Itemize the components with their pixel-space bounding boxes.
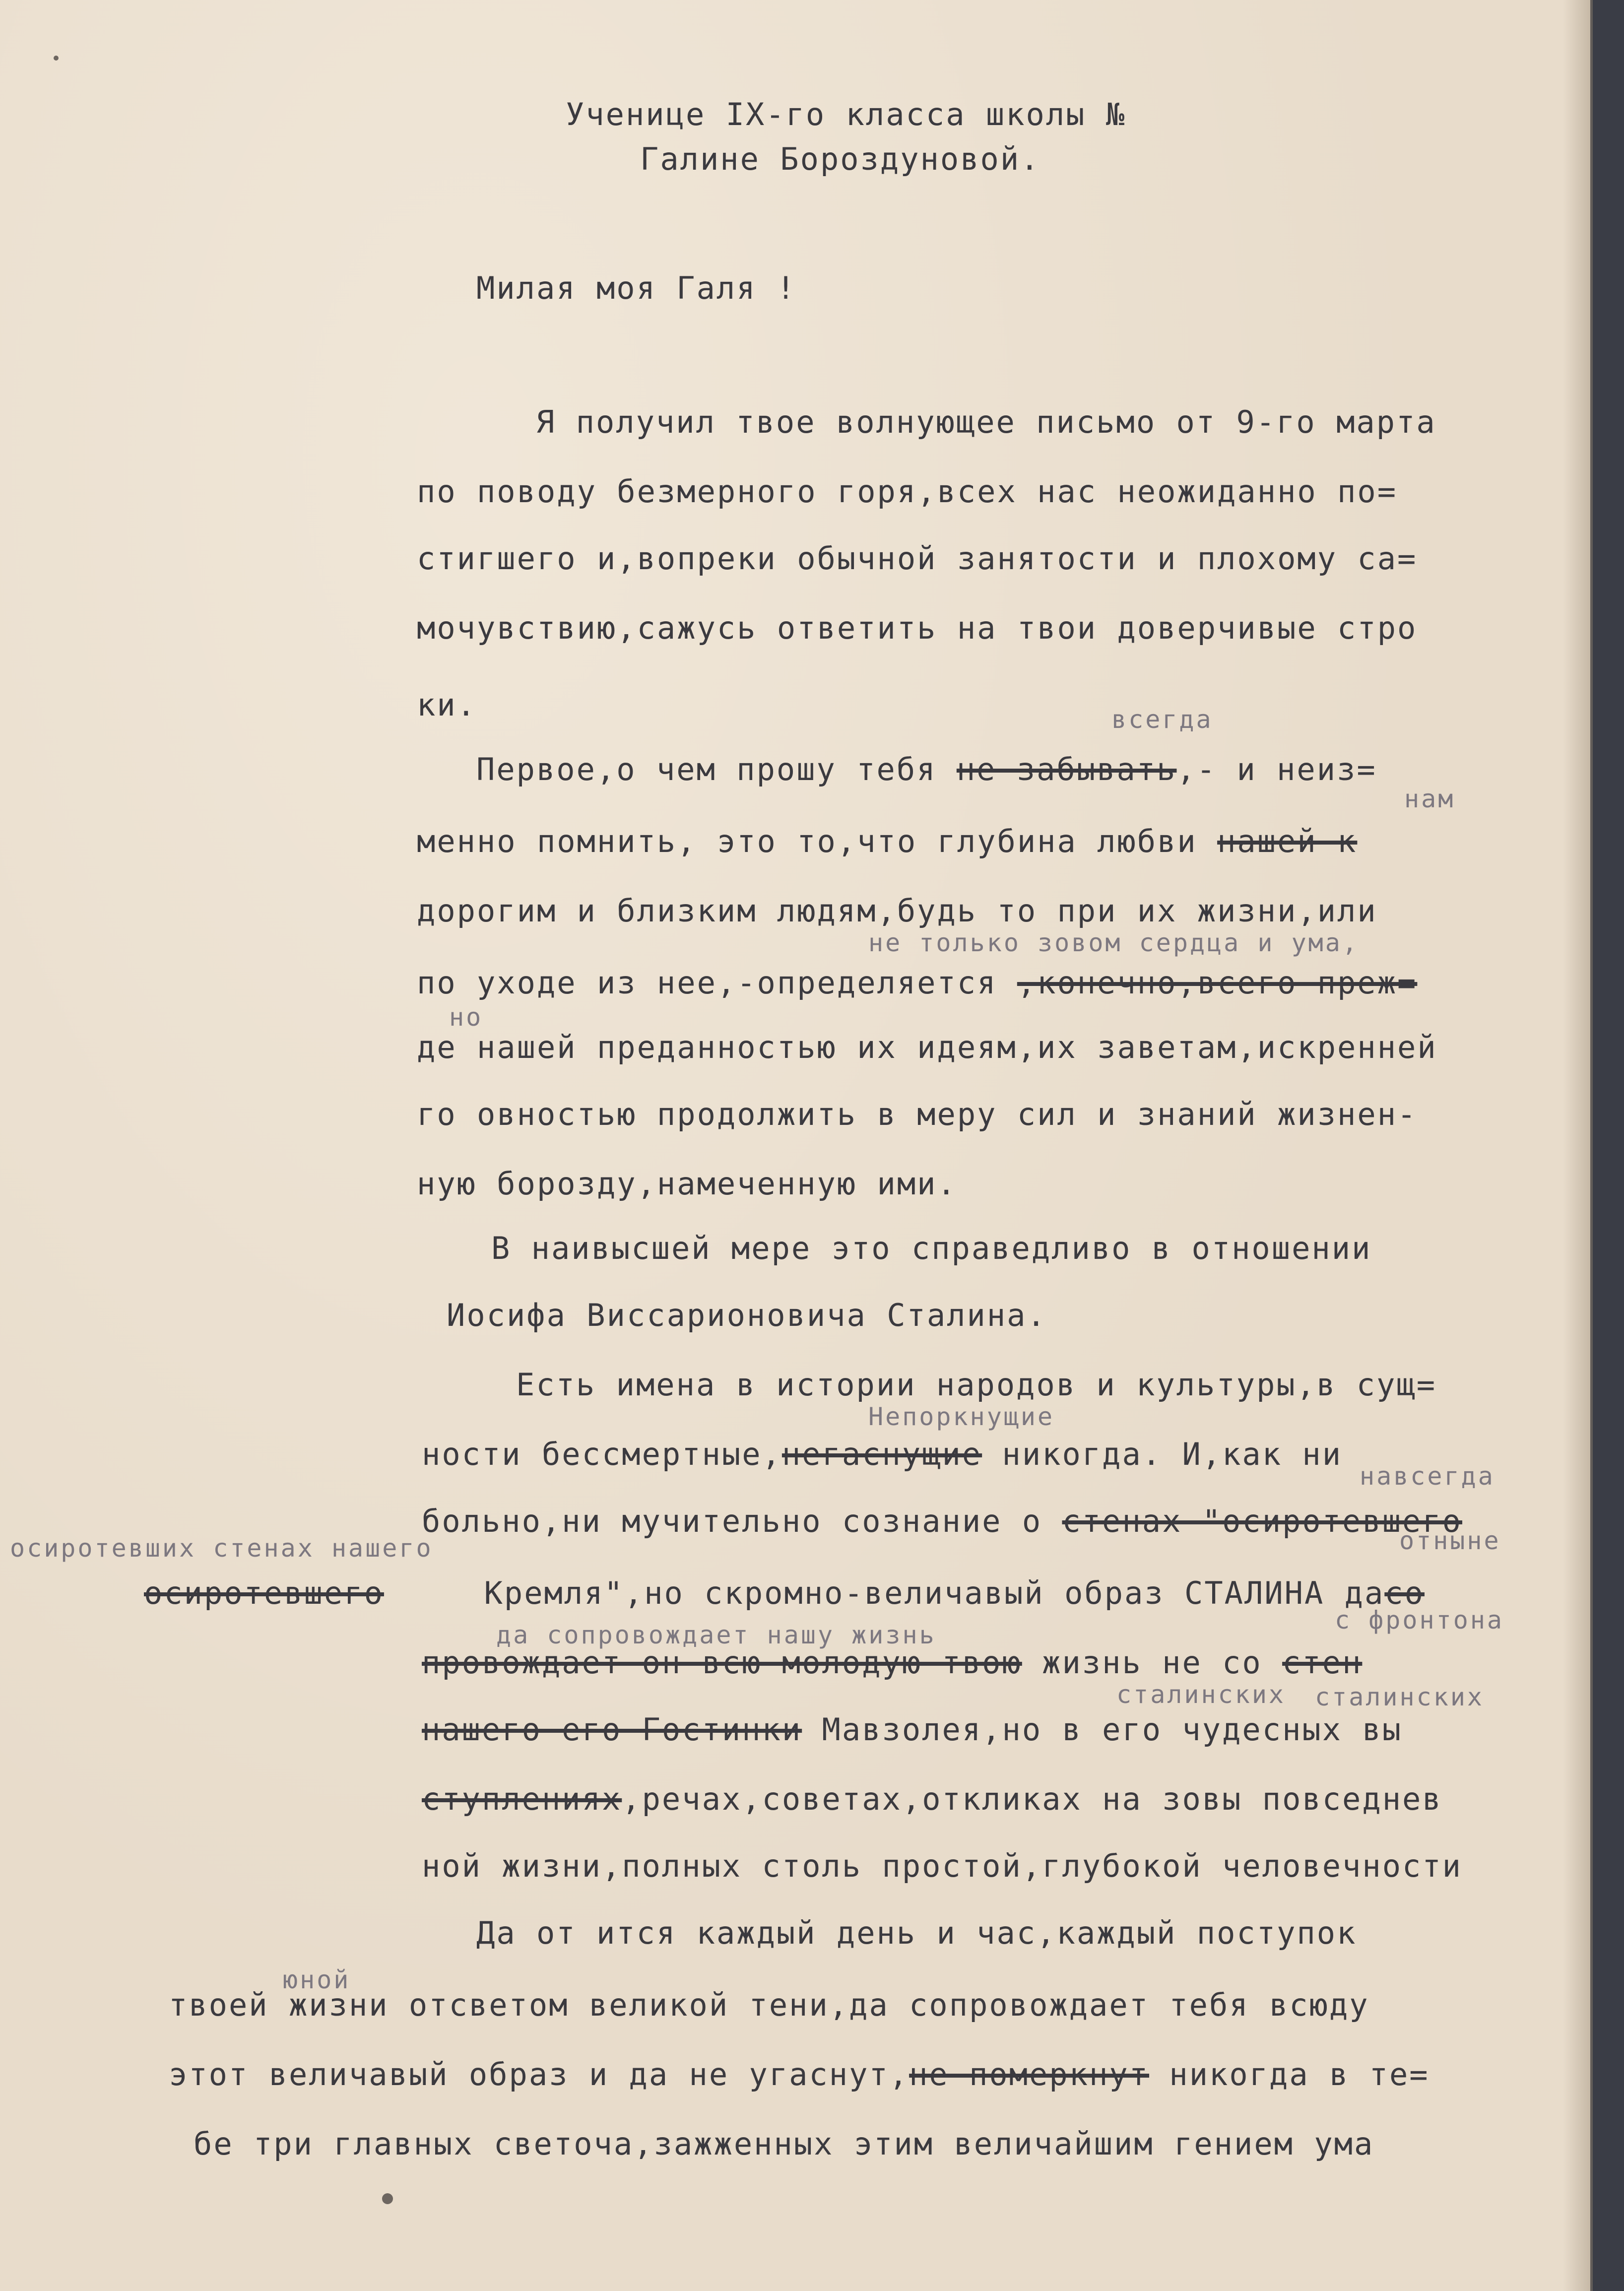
text-line: ки. xyxy=(417,687,477,723)
ink-spot xyxy=(54,56,59,61)
text-line: ную борозду,намеченную ими. xyxy=(417,1166,957,1202)
struck-text: стенах "осиротевшего xyxy=(1062,1503,1463,1539)
text-segment: ,- и неиз= xyxy=(1176,751,1377,787)
addressee-line-1: Ученице IX-го класса школы № xyxy=(566,96,1126,132)
text-line: твоей жизни отсветом великой тени,да сопровождает тебя всюду xyxy=(169,1987,1369,2023)
text-segment: ности бессмертные, xyxy=(422,1436,782,1472)
handwritten-insertion: но xyxy=(449,1003,483,1032)
paper-edge-shadow xyxy=(1563,0,1593,2291)
text-line xyxy=(476,751,1377,787)
text-line xyxy=(422,1436,1343,1472)
struck-text: ступлениях xyxy=(422,1781,622,1817)
text-line xyxy=(417,823,1358,859)
struck-text: ,конечно,всего преж= xyxy=(1017,965,1418,1001)
text-segment: Кремля",но скромно-величавый образ СТАЛИНА да xyxy=(484,1575,1385,1611)
text-line xyxy=(422,1711,1403,1748)
handwritten-insertion: сталинских xyxy=(1315,1683,1485,1711)
salutation: Милая моя Галя ! xyxy=(476,270,797,306)
struck-text: со xyxy=(1384,1575,1425,1611)
struck-text: не померкнут xyxy=(909,2056,1150,2093)
text-segment: Мавзолея,но в его чудесных вы xyxy=(802,1711,1403,1748)
handwritten-insertion: всегда xyxy=(1111,705,1213,734)
text-line xyxy=(144,1575,1425,1611)
text-segment xyxy=(384,1575,484,1611)
text-segment: никогда в те= xyxy=(1149,2056,1429,2093)
text-line: бе три главных светоча,зажженных этим величайшим гением ума xyxy=(194,2126,1374,2162)
text-line: де нашей преданностью их идеям,их заветам,искренней xyxy=(417,1029,1437,1065)
struck-text: негаснущие xyxy=(781,1436,982,1472)
text-line: Я получил твое волнующее письмо от 9-го марта xyxy=(536,404,1436,440)
text-segment: менно помнить, это то,что глубина любви xyxy=(417,823,1218,859)
text-line: го овностью продолжить в меру сил и знаний жизнен- xyxy=(417,1096,1418,1132)
handwritten-insertion: нам xyxy=(1404,785,1455,813)
struck-text: нашей к xyxy=(1217,823,1358,859)
ink-spot xyxy=(382,2193,393,2204)
text-line xyxy=(422,1503,1463,1539)
text-line xyxy=(422,1644,1363,1681)
addressee-line-2: Галине Бороздуновой. xyxy=(640,141,1040,177)
handwritten-insertion: с фронтона xyxy=(1335,1606,1504,1635)
text-segment: ,речах,советах,откликах на зовы повседнев xyxy=(622,1781,1442,1817)
text-line: по поводу безмерного горя,всех нас неожиданно по= xyxy=(417,473,1398,510)
text-line: стигшего и,вопреки обычной занятости и плохому са= xyxy=(417,540,1418,577)
text-line: мочувствию,сажусь ответить на твои доверчивые стро xyxy=(417,610,1418,646)
handwritten-insertion: отныне xyxy=(1399,1526,1501,1555)
text-segment: Первое,о чем прошу тебя xyxy=(476,751,957,787)
text-segment: жизнь не со xyxy=(1022,1644,1283,1681)
struck-text: не забывать xyxy=(956,751,1177,787)
text-segment: этот величавый образ и да не угаснут, xyxy=(169,2056,909,2093)
handwritten-insertion: юной xyxy=(283,1965,351,1994)
text-segment: по уходе из нее,-определяется xyxy=(417,965,1017,1001)
text-segment: больно,ни мучительно сознание о xyxy=(422,1503,1062,1539)
struck-text: стен xyxy=(1282,1644,1363,1681)
text-line: Есть имена в истории народов и культуры,в сущ= xyxy=(516,1367,1437,1403)
text-line: ной жизни,полных столь простой,глубокой человечности xyxy=(422,1848,1463,1884)
text-line: дорогим и близким людям,будь то при их жизни,или xyxy=(417,893,1377,929)
handwritten-insertion: да сопровождает нашу жизнь xyxy=(496,1621,936,1649)
text-line xyxy=(169,2056,1429,2093)
text-line: Да от ится каждый день и час,каждый поступок xyxy=(476,1915,1357,1951)
text-line: Иосифа Виссарионовича Сталина. xyxy=(447,1297,1047,1333)
text-line xyxy=(417,965,1418,1001)
handwritten-insertion: Непоркнущие xyxy=(868,1402,1055,1431)
struck-text: нашего его Гостинки xyxy=(422,1711,802,1748)
text-segment: никогда. И,как ни xyxy=(982,1436,1343,1472)
handwritten-insertion: не только зовом сердца и ума, xyxy=(868,928,1359,957)
margin-insertion: осиротевших стенах нашего xyxy=(10,1534,433,1563)
handwritten-insertion: сталинских xyxy=(1116,1680,1286,1709)
handwritten-insertion: навсегда xyxy=(1360,1462,1495,1491)
struck-text: осиротевшего xyxy=(144,1575,384,1611)
struck-text: провождает он всю молодую твою xyxy=(422,1644,1022,1681)
text-line xyxy=(422,1781,1442,1817)
text-line: В наивысшей мере это справедливо в отношении xyxy=(491,1230,1372,1266)
